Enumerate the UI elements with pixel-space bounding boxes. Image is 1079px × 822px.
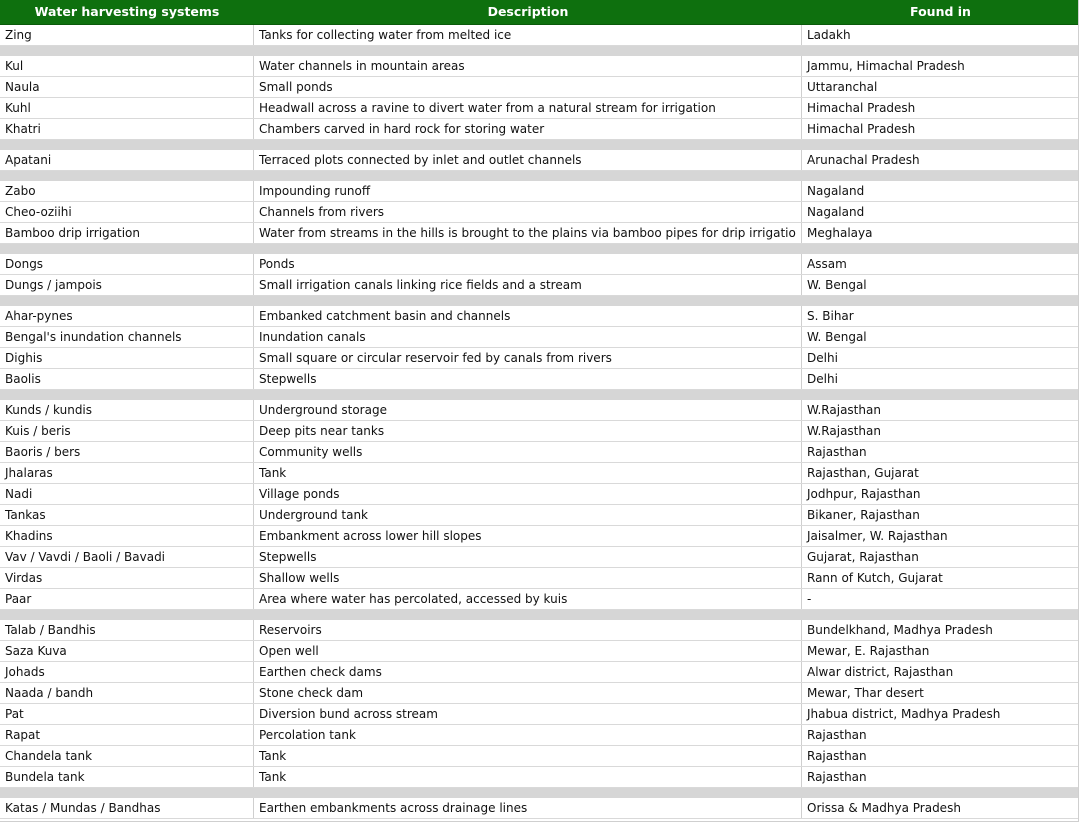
cell-system: Paar bbox=[0, 589, 254, 609]
table-row bbox=[0, 463, 1079, 484]
cell-found-in: Rajasthan bbox=[807, 770, 867, 784]
table-row bbox=[0, 25, 1079, 46]
table-row bbox=[0, 620, 1079, 641]
group-separator bbox=[0, 171, 1079, 181]
cell-description: Tank bbox=[254, 746, 802, 766]
table-row bbox=[0, 400, 1079, 421]
cell-system: Khatri bbox=[0, 119, 254, 139]
cell-found-in: Himachal Pradesh bbox=[807, 101, 916, 115]
table-row bbox=[0, 348, 1079, 369]
cell-system: Kul bbox=[0, 56, 254, 76]
cell-system: Rapat bbox=[0, 725, 254, 745]
table-row bbox=[0, 421, 1079, 442]
cell-system: Bamboo drip irrigation bbox=[0, 223, 254, 243]
cell-found-in: Mewar, E. Rajasthan bbox=[807, 644, 930, 658]
cell-found-in: Bundelkhand, Madhya Pradesh bbox=[807, 623, 993, 637]
cell-description: Embanked catchment basin and channels bbox=[254, 306, 802, 326]
cell-description: Stepwells bbox=[254, 547, 802, 567]
group-separator bbox=[0, 244, 1079, 254]
column-header-description[interactable]: Description bbox=[487, 4, 569, 19]
table-row bbox=[0, 683, 1079, 704]
cell-system: Johads bbox=[0, 662, 254, 682]
table-row bbox=[0, 223, 1079, 244]
cell-found-in: Rann of Kutch, Gujarat bbox=[807, 571, 943, 585]
cell-system: Nadi bbox=[0, 484, 254, 504]
cell-description: Impounding runoff bbox=[254, 181, 802, 201]
cell-description: Community wells bbox=[254, 442, 802, 462]
cell-system: Vav / Vavdi / Baoli / Bavadi bbox=[0, 547, 254, 567]
table-row bbox=[0, 77, 1079, 98]
cell-description: Embankment across lower hill slopes bbox=[254, 526, 802, 546]
column-header-systems[interactable]: Water harvesting systems bbox=[34, 4, 220, 19]
cell-found-in: Orissa & Madhya Pradesh bbox=[807, 801, 961, 815]
cell-description: Underground storage bbox=[254, 400, 802, 420]
cell-found-in: Mewar, Thar desert bbox=[807, 686, 924, 700]
cell-found-in: S. Bihar bbox=[807, 309, 854, 323]
cell-system: Bengal's inundation channels bbox=[0, 327, 254, 347]
group-separator bbox=[0, 296, 1079, 306]
table-row bbox=[0, 484, 1079, 505]
cell-description: Headwall across a ravine to divert water from a natural stream for irrigation bbox=[254, 98, 802, 118]
cell-found-in: Jhabua district, Madhya Pradesh bbox=[807, 707, 1001, 721]
cell-found-in: W.Rajasthan bbox=[807, 403, 881, 417]
table-row bbox=[0, 98, 1079, 119]
table-header bbox=[0, 0, 1079, 25]
cell-system: Cheo-oziihi bbox=[0, 202, 254, 222]
table-row bbox=[0, 505, 1079, 526]
cell-system: Dighis bbox=[0, 348, 254, 368]
cell-found-in: Himachal Pradesh bbox=[807, 122, 916, 136]
cell-description: Water from streams in the hills is brought to the plains via bamboo pipes for drip irrigatio bbox=[254, 223, 802, 243]
cell-system: Jhalaras bbox=[0, 463, 254, 483]
cell-description: Deep pits near tanks bbox=[254, 421, 802, 441]
cell-found-in: Nagaland bbox=[807, 184, 865, 198]
table-row bbox=[0, 150, 1079, 171]
cell-description: Open well bbox=[254, 641, 802, 661]
cell-found-in: Arunachal Pradesh bbox=[807, 153, 920, 167]
cell-description: Small square or circular reservoir fed by canals from rivers bbox=[254, 348, 802, 368]
cell-found-in: Assam bbox=[807, 257, 847, 271]
cell-found-in: Bikaner, Rajasthan bbox=[807, 508, 920, 522]
table-row bbox=[0, 526, 1079, 547]
table-row bbox=[0, 181, 1079, 202]
cell-found-in: Rajasthan bbox=[807, 728, 867, 742]
group-separator bbox=[0, 46, 1079, 56]
cell-system: Naada / bandh bbox=[0, 683, 254, 703]
table-row bbox=[0, 746, 1079, 767]
cell-description: Terraced plots connected by inlet and outlet channels bbox=[254, 150, 802, 170]
cell-description: Diversion bund across stream bbox=[254, 704, 802, 724]
column-header-found-in[interactable]: Found in bbox=[910, 4, 971, 19]
cell-system: Apatani bbox=[0, 150, 254, 170]
cell-system: Zing bbox=[0, 25, 254, 45]
table-row bbox=[0, 725, 1079, 746]
cell-system: Zabo bbox=[0, 181, 254, 201]
group-separator bbox=[0, 140, 1079, 150]
cell-system: Virdas bbox=[0, 568, 254, 588]
cell-description: Inundation canals bbox=[254, 327, 802, 347]
cell-description: Water channels in mountain areas bbox=[254, 56, 802, 76]
group-separator bbox=[0, 390, 1079, 400]
cell-system: Dongs bbox=[0, 254, 254, 274]
cell-description: Stone check dam bbox=[254, 683, 802, 703]
cell-system: Ahar-pynes bbox=[0, 306, 254, 326]
cell-description: Village ponds bbox=[254, 484, 802, 504]
table-row bbox=[0, 327, 1079, 348]
cell-system: Chandela tank bbox=[0, 746, 254, 766]
cell-found-in: Delhi bbox=[807, 351, 838, 365]
cell-description: Shallow wells bbox=[254, 568, 802, 588]
cell-found-in: Alwar district, Rajasthan bbox=[807, 665, 954, 679]
cell-description: Percolation tank bbox=[254, 725, 802, 745]
table-row bbox=[0, 202, 1079, 223]
cell-found-in: Jammu, Himachal Pradesh bbox=[807, 59, 965, 73]
cell-description: Underground tank bbox=[254, 505, 802, 525]
cell-description: Channels from rivers bbox=[254, 202, 802, 222]
table-row bbox=[0, 119, 1079, 140]
cell-system: Kunds / kundis bbox=[0, 400, 254, 420]
cell-found-in: Rajasthan, Gujarat bbox=[807, 466, 919, 480]
group-separator bbox=[0, 610, 1079, 620]
cell-description: Small irrigation canals linking rice fields and a stream bbox=[254, 275, 802, 295]
table-row bbox=[0, 56, 1079, 77]
group-separator bbox=[0, 788, 1079, 798]
table-row bbox=[0, 275, 1079, 296]
table-row bbox=[0, 641, 1079, 662]
table-row bbox=[0, 369, 1079, 390]
cell-description: Small ponds bbox=[254, 77, 802, 97]
cell-description: Area where water has percolated, accessed by kuis bbox=[254, 589, 802, 609]
cell-description: Tank bbox=[254, 767, 802, 787]
cell-system: Katas / Mundas / Bandhas bbox=[0, 798, 254, 818]
cell-system: Baoris / bers bbox=[0, 442, 254, 462]
cell-description: Earthen embankments across drainage lines bbox=[254, 798, 802, 818]
cell-found-in: Jaisalmer, W. Rajasthan bbox=[807, 529, 948, 543]
table-row bbox=[0, 442, 1079, 463]
cell-system: Baolis bbox=[0, 369, 254, 389]
cell-system: Tankas bbox=[0, 505, 254, 525]
cell-found-in: Nagaland bbox=[807, 205, 865, 219]
table-row bbox=[0, 798, 1079, 819]
cell-found-in: W.Rajasthan bbox=[807, 424, 881, 438]
cell-system: Kuis / beris bbox=[0, 421, 254, 441]
table-row bbox=[0, 254, 1079, 275]
cell-found-in: Rajasthan bbox=[807, 749, 867, 763]
table-row bbox=[0, 547, 1079, 568]
cell-system: Khadins bbox=[0, 526, 254, 546]
cell-system: Naula bbox=[0, 77, 254, 97]
table-row bbox=[0, 589, 1079, 610]
cell-system: Bundela tank bbox=[0, 767, 254, 787]
cell-found-in: - bbox=[807, 592, 812, 606]
cell-found-in: Uttaranchal bbox=[807, 80, 878, 94]
table-row bbox=[0, 704, 1079, 725]
cell-description: Reservoirs bbox=[254, 620, 802, 640]
cell-system: Pat bbox=[0, 704, 254, 724]
cell-found-in: Jodhpur, Rajasthan bbox=[807, 487, 921, 501]
cell-system: Talab / Bandhis bbox=[0, 620, 254, 640]
cell-system: Kuhl bbox=[0, 98, 254, 118]
cell-description: Ponds bbox=[254, 254, 802, 274]
cell-found-in: Delhi bbox=[807, 372, 838, 386]
cell-description: Chambers carved in hard rock for storing water bbox=[254, 119, 802, 139]
cell-system: Dungs / jampois bbox=[0, 275, 254, 295]
table-row bbox=[0, 306, 1079, 327]
cell-found-in: Ladakh bbox=[807, 28, 851, 42]
cell-found-in: Rajasthan bbox=[807, 445, 867, 459]
cell-description: Earthen check dams bbox=[254, 662, 802, 682]
cell-system: Saza Kuva bbox=[0, 641, 254, 661]
table-row bbox=[0, 568, 1079, 589]
cell-found-in: W. Bengal bbox=[807, 278, 867, 292]
cell-found-in: W. Bengal bbox=[807, 330, 867, 344]
table-row bbox=[0, 662, 1079, 683]
cell-description: Stepwells bbox=[254, 369, 802, 389]
cell-description: Tank bbox=[254, 463, 802, 483]
table-row bbox=[0, 767, 1079, 788]
cell-found-in: Meghalaya bbox=[807, 226, 873, 240]
cell-description: Tanks for collecting water from melted ice bbox=[254, 25, 802, 45]
cell-found-in: Gujarat, Rajasthan bbox=[807, 550, 919, 564]
